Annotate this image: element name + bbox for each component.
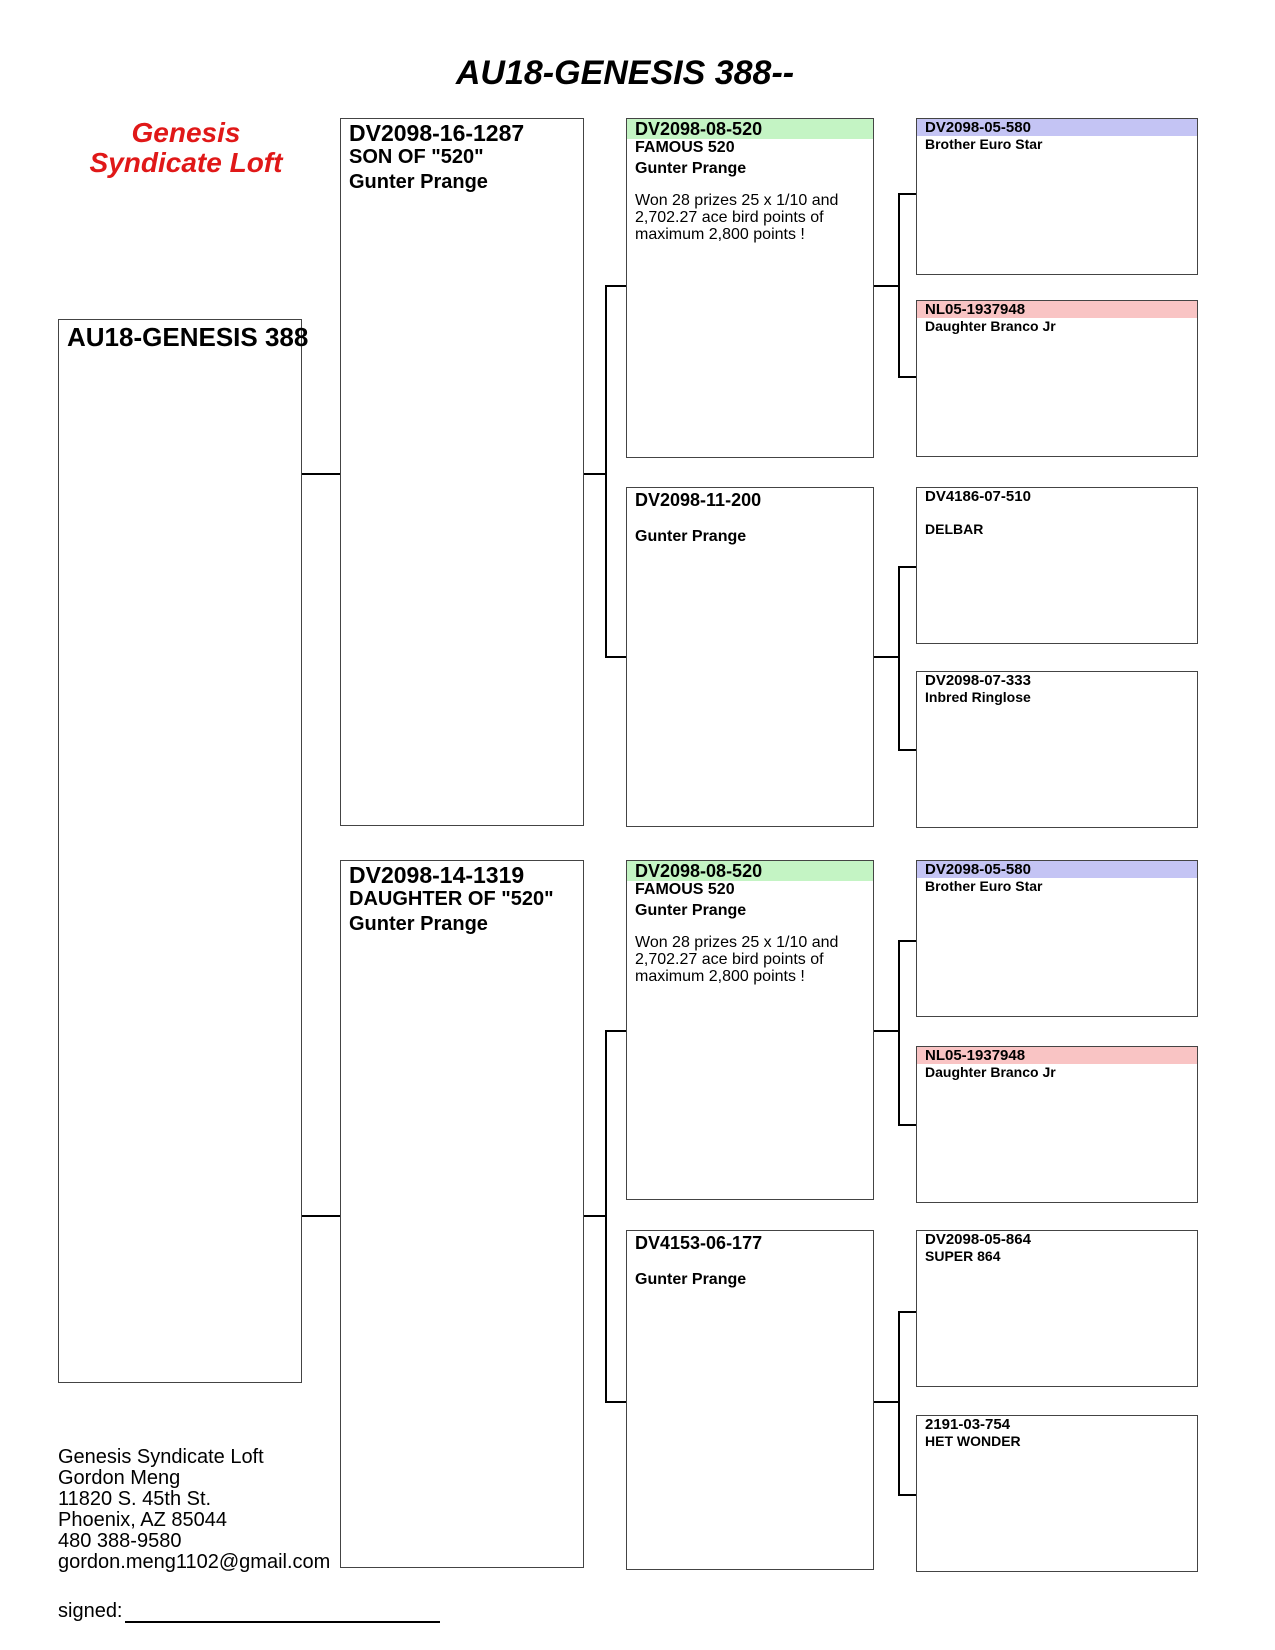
contact-block bbox=[58, 1447, 330, 1573]
contact-person: Gordon Meng bbox=[58, 1467, 181, 1489]
page-title: AU18-GENESIS 388-- bbox=[455, 54, 795, 92]
connector-dam-top bbox=[605, 1030, 626, 1032]
ggp-4-ring: DV2098-07-333 bbox=[925, 672, 1031, 689]
ggp-2-desc: Daughter Branco Jr bbox=[925, 318, 1056, 334]
connector-gp3-top bbox=[898, 940, 916, 942]
ggp-box-8[interactable] bbox=[916, 1415, 1198, 1572]
dam-dam-breeder: Gunter Prange bbox=[635, 1271, 747, 1288]
ggp-5-ring: DV2098-05-580 bbox=[917, 861, 1197, 878]
ggp-6-ring: NL05-1937948 bbox=[917, 1047, 1197, 1064]
ggp-7-ring: DV2098-05-864 bbox=[925, 1231, 1031, 1248]
connector-dam-out bbox=[584, 1215, 606, 1217]
connector-dam-vertical bbox=[605, 1030, 607, 1402]
connector-gp2-top bbox=[898, 566, 916, 568]
ggp-6-desc: Daughter Branco Jr bbox=[925, 1064, 1056, 1080]
contact-name: Genesis Syndicate Loft bbox=[58, 1446, 264, 1468]
sire-ring: DV2098-16-1287 bbox=[349, 120, 525, 146]
dam-sire-ring: DV2098-08-520 bbox=[627, 861, 873, 881]
ggp-7-desc: SUPER 864 bbox=[925, 1248, 1001, 1264]
connector-gp4-bottom bbox=[898, 1494, 916, 1496]
connector-gp1-out bbox=[874, 285, 899, 287]
dam-sire-breeder: Gunter Prange bbox=[635, 902, 747, 919]
sire-sire-box[interactable] bbox=[626, 118, 874, 458]
ggp-box-7[interactable] bbox=[916, 1230, 1198, 1387]
dam-dam-ring: DV4153-06-177 bbox=[635, 1233, 763, 1253]
connector-subject-sire bbox=[302, 473, 340, 475]
contact-street: 11820 S. 45th St. bbox=[58, 1488, 212, 1510]
contact-email[interactable]: gordon.meng1102@gmail.com bbox=[58, 1551, 331, 1573]
connector-sire-top bbox=[605, 285, 626, 287]
loft-logo bbox=[62, 118, 310, 178]
dam-dam-box[interactable] bbox=[626, 1230, 874, 1570]
connector-gp3-vertical bbox=[898, 940, 900, 1125]
subject-box[interactable] bbox=[58, 319, 309, 1383]
ggp-5-desc: Brother Euro Star bbox=[925, 878, 1043, 894]
dam-desc: DAUGHTER OF "520" bbox=[349, 888, 554, 910]
loft-logo-line1: Genesis bbox=[131, 117, 241, 148]
dam-sire-note: Won 28 prizes 25 x 1/10 and 2,702.27 ace bird points of maximum 2,800 points ! bbox=[635, 934, 839, 985]
sire-desc: SON OF "520" bbox=[349, 146, 484, 168]
connector-gp2-bottom bbox=[898, 749, 916, 751]
dam-box[interactable] bbox=[340, 860, 584, 1568]
signed-label: signed: bbox=[58, 1600, 123, 1622]
sire-dam-box[interactable] bbox=[626, 487, 874, 827]
ggp-box-5[interactable] bbox=[916, 860, 1198, 1017]
connector-gp4-top bbox=[898, 1311, 916, 1313]
sire-dam-ring: DV2098-11-200 bbox=[635, 490, 762, 510]
connector-sire-bottom bbox=[605, 656, 626, 658]
connector-gp1-bottom bbox=[898, 376, 916, 378]
ggp-4-desc: Inbred Ringlose bbox=[925, 689, 1031, 705]
ggp-8-desc: HET WONDER bbox=[925, 1433, 1021, 1449]
connector-subject-dam bbox=[302, 1215, 340, 1217]
sire-sire-desc: FAMOUS 520 bbox=[635, 139, 735, 156]
sire-sire-ring: DV2098-08-520 bbox=[627, 119, 873, 139]
subject-ring: AU18-GENESIS 388 bbox=[67, 322, 309, 352]
ggp-box-2[interactable] bbox=[916, 300, 1198, 457]
connector-gp3-out bbox=[874, 1030, 899, 1032]
dam-breeder: Gunter Prange bbox=[349, 913, 488, 935]
sire-sire-note: Won 28 prizes 25 x 1/10 and 2,702.27 ace bird points of maximum 2,800 points ! bbox=[635, 192, 839, 243]
dam-sire-box[interactable] bbox=[626, 860, 874, 1200]
connector-gp4-vertical bbox=[898, 1311, 900, 1495]
ggp-box-1[interactable] bbox=[916, 118, 1198, 275]
connector-dam-bottom bbox=[605, 1401, 626, 1403]
sire-breeder: Gunter Prange bbox=[349, 171, 488, 193]
connector-gp1-vertical bbox=[898, 193, 900, 377]
loft-logo-line2: Syndicate Loft bbox=[89, 147, 283, 178]
connector-gp3-bottom bbox=[898, 1124, 916, 1126]
ggp-1-desc: Brother Euro Star bbox=[925, 136, 1043, 152]
ggp-1-ring: DV2098-05-580 bbox=[917, 119, 1197, 136]
dam-sire-desc: FAMOUS 520 bbox=[635, 881, 735, 898]
connector-sire-out bbox=[584, 473, 606, 475]
sire-sire-breeder: Gunter Prange bbox=[635, 160, 747, 177]
connector-gp2-out bbox=[874, 656, 899, 658]
connector-gp2-vertical bbox=[898, 566, 900, 750]
dam-ring: DV2098-14-1319 bbox=[349, 862, 525, 888]
connector-gp4-out bbox=[874, 1401, 899, 1403]
ggp-box-3[interactable] bbox=[916, 487, 1198, 644]
sire-dam-breeder: Gunter Prange bbox=[635, 528, 747, 545]
contact-phone: 480 388-9580 bbox=[58, 1530, 182, 1552]
contact-city: Phoenix, AZ 85044 bbox=[58, 1509, 228, 1531]
connector-sire-vertical bbox=[605, 285, 607, 657]
ggp-box-4[interactable] bbox=[916, 671, 1198, 828]
ggp-3-desc: DELBAR bbox=[925, 521, 984, 537]
signature-line[interactable] bbox=[125, 1621, 440, 1623]
ggp-8-ring: 2191-03-754 bbox=[925, 1416, 1011, 1433]
ggp-box-6[interactable] bbox=[916, 1046, 1198, 1203]
connector-gp1-top bbox=[898, 193, 916, 195]
ggp-2-ring: NL05-1937948 bbox=[917, 301, 1197, 318]
sire-box[interactable] bbox=[340, 118, 584, 826]
ggp-3-ring: DV4186-07-510 bbox=[925, 488, 1031, 505]
